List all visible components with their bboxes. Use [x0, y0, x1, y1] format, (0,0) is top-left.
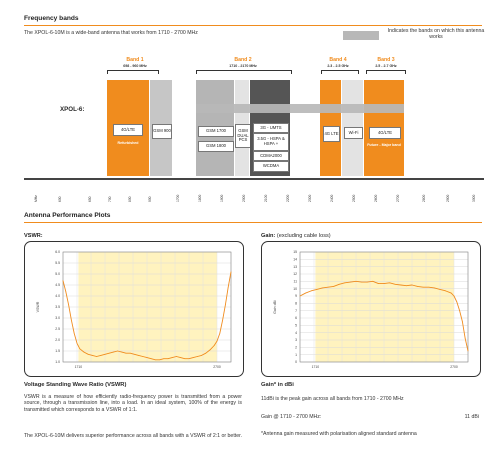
vswr-point [214, 345, 215, 346]
gain-point [311, 291, 312, 292]
gain-chart-frame [261, 241, 481, 377]
gain-point [328, 287, 329, 288]
wcdma-box: WCDMA [253, 161, 289, 172]
gain-chart [262, 242, 480, 376]
vswr-point [117, 351, 118, 352]
band-3-range: 2.5 - 2.7 GHz [375, 64, 397, 68]
gain-xtick-label: 1710 [311, 365, 320, 369]
gain-point [300, 296, 301, 297]
vswr-heading: Voltage Standing Wave Ratio (VSWR) [24, 382, 127, 388]
vswr-ytick-label: 6.0 [55, 250, 60, 255]
vswr-point [121, 352, 122, 353]
vswr-ytick-label: 1.0 [55, 360, 60, 365]
vswr-paragraph-2: The XPOL-6-10M delivers superior performance across all bands with a VSWR of 2:1 or better. [24, 433, 242, 439]
gain-point [434, 288, 435, 289]
vswr-chart-frame [24, 241, 244, 377]
gain-ytick-label: 8 [295, 301, 297, 306]
band-4-range: 2.3 - 2.5 GHz [327, 64, 349, 68]
gain-ytick-label: 15 [293, 250, 297, 255]
gain-highlight-band [315, 252, 454, 362]
band-1-sub: Refurbished [117, 141, 139, 145]
vswr-point [163, 358, 164, 359]
vswr-point [71, 320, 72, 321]
vswr-point [151, 358, 152, 359]
gain-point [406, 285, 407, 286]
gain-row-value: 11 dBi [464, 414, 479, 420]
tick: 2700 [396, 194, 400, 202]
gain-ytick-label: 2 [295, 345, 297, 350]
vswr-point [217, 341, 218, 342]
gain-point [423, 287, 424, 288]
gain-ytick-label: 6 [295, 316, 297, 321]
gain-chart-subtitle: (excluding cable loss) [276, 233, 331, 239]
band-4-bracket [321, 70, 359, 74]
gain-ytick-label: 13 [293, 264, 297, 269]
band-4-label: Band 4 [329, 57, 347, 63]
gain-point [389, 282, 390, 283]
vswr-point [92, 355, 93, 356]
tick: 3000 [472, 194, 476, 202]
vswr-point [201, 355, 202, 356]
gain-chart-title-wrap [261, 233, 331, 239]
gain-point [372, 281, 373, 282]
gain-point [384, 283, 385, 284]
gain-point [356, 281, 357, 282]
gain-point [367, 282, 368, 283]
vswr-point [88, 354, 89, 355]
vswr-point [79, 348, 80, 349]
tick: 2200 [286, 194, 290, 202]
hspa-box: 3.5G - HSPA & HSPA + [253, 133, 289, 151]
gain-point [417, 286, 418, 287]
band-1-lte-box: 4G/LTE [113, 124, 143, 136]
vswr-point [113, 352, 114, 353]
vswr-point [172, 357, 173, 358]
wifi-box: Wi-Fi [344, 127, 363, 139]
gain-ytick-label: 7 [295, 308, 297, 313]
gain-point [395, 284, 396, 285]
vswr-point [134, 354, 135, 355]
vswr-ytick-label: 4.0 [55, 294, 60, 299]
tick: 2600 [374, 194, 378, 202]
gain-point [456, 302, 457, 303]
vswr-ytick-label: 4.5 [55, 283, 60, 288]
tick: 1800 [198, 194, 202, 202]
vswr-point [142, 356, 143, 357]
gain-point [344, 282, 345, 283]
gain-point [451, 293, 452, 294]
gsm1800-box: GSM 1800 [198, 141, 234, 152]
vswr-point [138, 355, 139, 356]
gsm900-box: GSM 900 [152, 124, 172, 139]
tick: 2300 [308, 194, 312, 202]
tick: 1700 [176, 194, 180, 202]
vswr-xtick-label: 1710 [74, 365, 83, 369]
vswr-point [63, 280, 64, 281]
vswr-point [105, 354, 106, 355]
vswr-point [155, 359, 156, 360]
band-2-bracket [196, 70, 292, 74]
vswr-point [100, 355, 101, 356]
vswr-point [147, 357, 148, 358]
frequency-bands-title: Frequency bands [24, 15, 79, 22]
vswr-ytick-label: 2.5 [55, 327, 60, 332]
tick: 600 [58, 196, 62, 202]
gain-ytick-label: 0 [295, 360, 297, 365]
umts-box: 3G - UMTS [253, 123, 289, 133]
gain-point [322, 288, 323, 289]
vswr-point [197, 356, 198, 357]
vswr-ylabel: VSWR [36, 301, 40, 313]
tick: 2000 [242, 194, 246, 202]
vswr-point [210, 350, 211, 351]
gain-ytick-label: 3 [295, 338, 297, 343]
gsm-dual-pcs-box: GSM DUAL PCS [235, 124, 251, 148]
vswr-point [74, 333, 75, 334]
gain-ytick-label: 12 [293, 272, 297, 277]
tick: 2800 [422, 194, 426, 202]
vswr-point [176, 356, 177, 357]
vswr-ytick-label: 3.0 [55, 316, 60, 321]
vswr-chart [25, 242, 243, 376]
gain-point [400, 285, 401, 286]
tick: 2400 [330, 194, 334, 202]
performance-title: Antenna Performance Plots [24, 212, 111, 219]
legend-text: Indicates the bands on which this antenna works [387, 28, 485, 40]
gain-point [361, 282, 362, 283]
vswr-point [225, 304, 226, 305]
vswr-point [189, 358, 190, 359]
gain-point [378, 283, 379, 284]
vswr-point [130, 353, 131, 354]
gain-point [316, 289, 317, 290]
gain-footnote: *Antenna gain measured with polarisation aligned standard antenna [261, 431, 417, 437]
gain-ylabel: Gain dBi [273, 300, 277, 314]
band-3-lte-box: 4G/LTE [369, 127, 401, 139]
band-1-range: 698 - 960 MHz [123, 64, 147, 68]
gain-point [333, 286, 334, 287]
section-rule [24, 222, 482, 223]
gain-row-label: Gain @ 1710 - 2700 MHz: [261, 414, 322, 420]
gain-point [440, 289, 441, 290]
device-label: XPOL-6: [60, 106, 85, 113]
vswr-point [219, 333, 220, 334]
frequency-ticks [24, 180, 484, 206]
vswr-point [77, 343, 78, 344]
gain-paragraph-1: 11dBi is the peak gain across all bands from 1710 - 2700 MHz [261, 396, 404, 402]
section-rule [24, 25, 482, 26]
vswr-ytick-label: 5.0 [55, 272, 60, 277]
gain-ytick-label: 1 [295, 352, 297, 357]
vswr-point [222, 320, 223, 321]
vswr-point [193, 357, 194, 358]
vswr-point [159, 359, 160, 360]
vswr-point [65, 291, 66, 292]
vswr-point [228, 287, 229, 288]
vswr-point [84, 352, 85, 353]
tick-unit: MHz [34, 195, 38, 202]
vswr-point [205, 353, 206, 354]
operating-range-bar [196, 104, 404, 113]
band-2-label: Band 2 [234, 57, 252, 63]
vswr-ytick-label: 2.0 [55, 338, 60, 343]
gain-ytick-label: 5 [295, 323, 297, 328]
gain-point [305, 293, 306, 294]
gain-point [465, 338, 466, 339]
gain-point [459, 310, 460, 311]
gain-heading: Gain* in dBi [261, 382, 294, 388]
gain-ytick-label: 10 [293, 286, 297, 291]
vswr-point [96, 356, 97, 357]
gain-point [468, 351, 469, 352]
gain-xtick-label: 2700 [450, 365, 458, 369]
vswr-ytick-label: 1.5 [55, 349, 60, 354]
gain-ytick-label: 4 [295, 330, 297, 335]
vswr-point [168, 358, 169, 359]
vswr-ytick-label: 5.5 [55, 261, 60, 266]
band-3-label: Band 3 [377, 57, 395, 63]
gain-point [462, 321, 463, 322]
vswr-ytick-label: 3.5 [55, 305, 60, 310]
vswr-point [180, 357, 181, 358]
vswr-point [231, 271, 232, 272]
tick: 700 [108, 196, 112, 202]
vswr-paragraph-1: VSWR is a measure of how efficiently radio-frequency power is transmitted from a power source, through a transmission line, into a load. In an ideal system, 100% of the energy is transmitted which corresponds to a VSWR of 1:1. [24, 394, 242, 413]
vswr-point [109, 353, 110, 354]
tick: 2100 [264, 194, 268, 202]
gain-point [350, 282, 351, 283]
tick: 2900 [446, 194, 450, 202]
vswr-point [184, 358, 185, 359]
band-2-range: 1710 - 2170 MHz [229, 64, 257, 68]
gain-point [339, 284, 340, 285]
band-3-bracket [366, 70, 406, 74]
gain-point [412, 285, 413, 286]
legend-swatch [343, 31, 379, 40]
gain-point [445, 291, 446, 292]
tick: 900 [148, 196, 152, 202]
tick: 650 [88, 196, 92, 202]
band-1-label: Band 1 [126, 57, 144, 63]
gsm1700-box: GSM 1700 [198, 126, 234, 137]
vswr-point [126, 353, 127, 354]
band-1-bracket [107, 70, 159, 74]
tick: 800 [128, 196, 132, 202]
vswr-point [68, 304, 69, 305]
vswr-xtick-label: 2700 [213, 365, 221, 369]
vswr-chart-title: VSWR: [24, 233, 43, 239]
gain-ytick-label: 11 [293, 279, 297, 284]
gain-point [454, 296, 455, 297]
gain-chart-title: Gain: [261, 233, 276, 239]
band-3-sub: Future - Major band [367, 143, 401, 147]
gain-ytick-label: 9 [295, 294, 297, 299]
tick: 1900 [220, 194, 224, 202]
frequency-description: The XPOL-6-10M is a wide-band antenna that works from 1710 - 2700 MHz [24, 30, 198, 36]
gain-ytick-label: 14 [293, 257, 297, 262]
gain-point [428, 287, 429, 288]
band-4-lte-box: 4G LTE [323, 126, 340, 142]
tick: 2500 [352, 194, 356, 202]
cdma-box: CDMA2000 [253, 151, 289, 161]
